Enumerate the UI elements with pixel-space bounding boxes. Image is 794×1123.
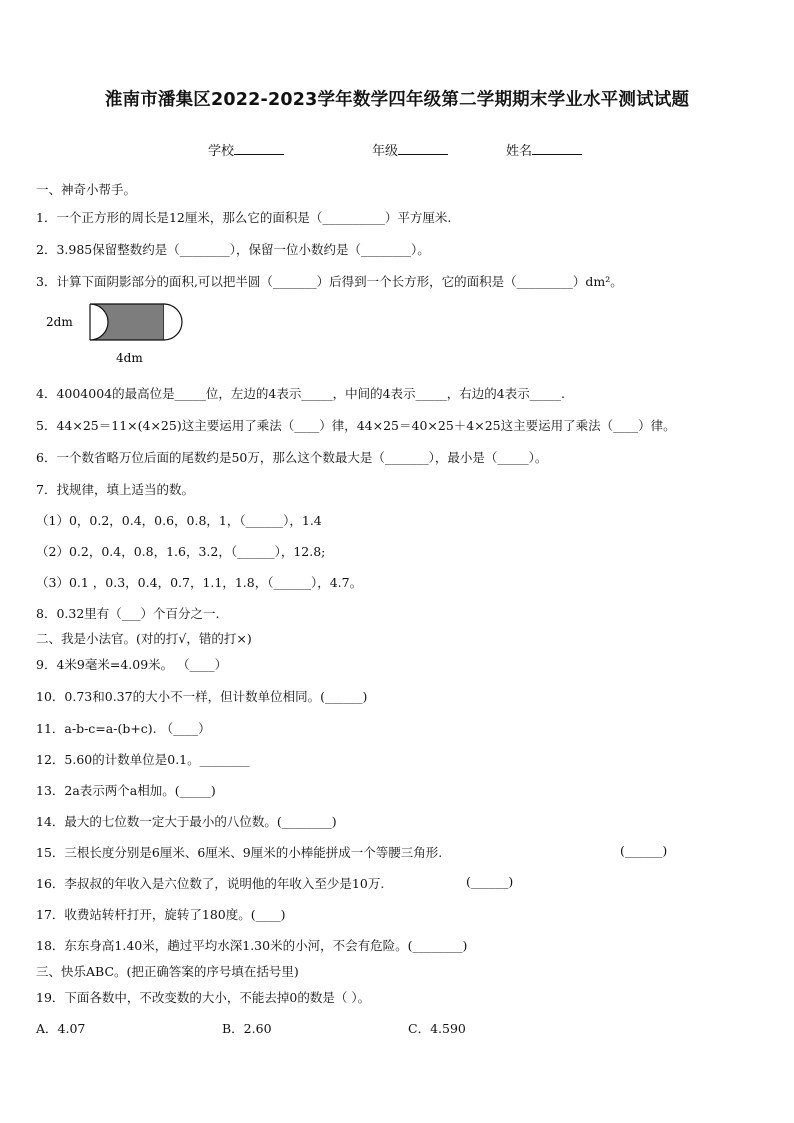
question-17: 17．收费站转杆打开，旋转了180度。(____): [36, 907, 286, 922]
question-7: 7．找规律，填上适当的数。: [36, 482, 194, 497]
question-15: 15．三根长度分别是6厘米、6厘米、9厘米的小棒能拼成一个等腰三角形.: [36, 845, 443, 860]
question-13: 13．2a表示两个a相加。(_____): [36, 783, 216, 798]
school-blank: [234, 142, 284, 155]
option-b: B．2.60: [222, 1021, 272, 1036]
question-16-blank: (______): [466, 874, 514, 889]
grade-field: [372, 140, 448, 159]
question-11: 11．a-b-c=a-(b+c). （____）: [36, 721, 211, 736]
grade-blank: [398, 142, 448, 155]
question-1: 1．一个正方形的周长是12厘米，那么它的面积是（__________）平方厘米.: [36, 210, 452, 225]
question-14: 14．最大的七位数一定大于最小的八位数。(________): [36, 814, 337, 829]
question-6: 6．一个数省略万位后面的尾数约是50万，那么这个数最大是（_______），最小是（_____）。: [36, 450, 548, 465]
question-15-blank: (______): [620, 843, 668, 858]
question-10: 10．0.73和0.37的大小不一样，但计数单位相同。(______): [36, 689, 368, 704]
question-19: 19．下面各数中，不改变数的大小，不能去掉0的数是（ ）。: [36, 990, 371, 1005]
school-label: 学校: [208, 144, 235, 159]
section-3-heading: 三、快乐ABC。(把正确答案的序号填在括号里): [36, 964, 299, 979]
question-2: 2．3.985保留整数约是（________），保留一位小数约是（________）。: [36, 242, 430, 257]
option-a: A．4.07: [36, 1021, 86, 1036]
school-field: [208, 140, 284, 159]
question-9: 9．4米9毫米=4.09米。 （____）: [36, 657, 228, 672]
name-label: 姓名: [506, 144, 533, 159]
section-1-heading: 一、神奇小帮手。: [36, 182, 137, 197]
right-semicircle: [164, 304, 182, 340]
question-5: 5．44×25＝11×(4×25)这主要运用了乘法（____）律，44×25＝40×25＋4×25这主要运用了乘法（____）律。: [36, 418, 676, 433]
name-field: [506, 140, 582, 159]
question-4: 4．4004004的最高位是_____位，左边的4表示_____，中间的4表示_____，右边的4表示_____.: [36, 386, 565, 401]
question-12: 12．5.60的计数单位是0.1。________: [36, 752, 250, 767]
question-7-part-3: （3）0.1 ，0.3，0.4，0.7，1.1，1.8，（______），4.7。: [36, 575, 363, 590]
question-7-part-2: （2）0.2，0.4，0.8，1.6，3.2，（______），12.8;: [36, 544, 326, 559]
question-16: 16．李叔叔的年收入是六位数了，说明他的年收入至少是10万.: [36, 876, 385, 891]
name-blank: [532, 142, 582, 155]
question-18: 18．东东身高1.40米，趟过平均水深1.30米的小河，不会有危险。(________): [36, 938, 468, 953]
figure-width-label: 4dm: [116, 351, 143, 365]
question-3: 3．计算下面阴影部分的面积,可以把半圆（_______）后得到一个长方形，它的面积是（_________）dm²。: [36, 274, 623, 289]
question-8: 8．0.32里有（___）个百分之一.: [36, 606, 220, 621]
grade-label: 年级: [372, 144, 399, 159]
figure-height-label: 2dm: [46, 315, 73, 329]
question-7-part-1: （1）0，0.2，0.4，0.6，0.8，1，（______），1.4: [36, 513, 322, 528]
section-2-heading: 二、我是小法官。(对的打√，错的打×): [36, 631, 252, 646]
page-title: 淮南市潘集区2022-2023学年数学四年级第二学期期末学业水平测试试题: [104, 90, 690, 110]
shaded-region: [90, 304, 164, 340]
semicircle-rectangle-figure: [40, 300, 210, 370]
option-c: C．4.590: [408, 1021, 466, 1036]
